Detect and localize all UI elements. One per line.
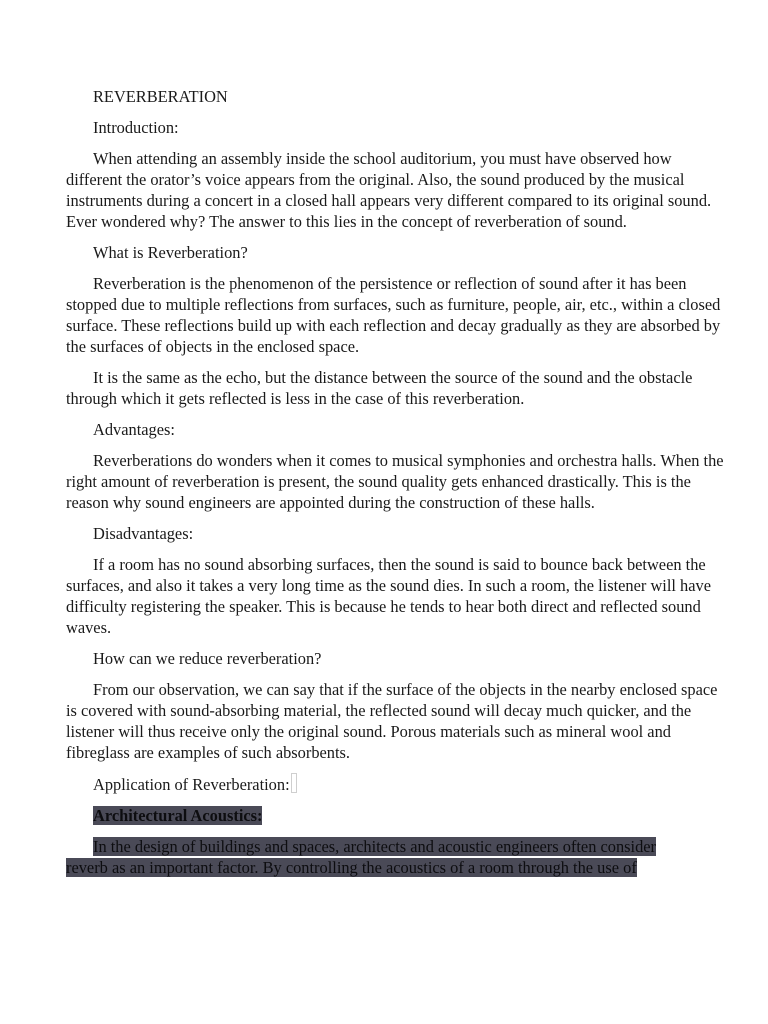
text-cursor-icon (291, 773, 297, 793)
intro-heading: Introduction: (93, 118, 179, 137)
disadvantages-paragraph: If a room has no sound absorbing surfaces, then the sound is said to bounce back between the surfaces, and also it takes a very long time as the sound dies. In such a room, the listener will have difficulty registering the speaker. This is because he tends to hear both direct and reflected sound waves. (66, 555, 711, 637)
reduce-heading: How can we reduce reverberation? (93, 649, 322, 668)
architectural-paragraph[interactable] (66, 836, 726, 878)
disadvantages-heading: Disadvantages: (93, 524, 194, 543)
architectural-heading[interactable] (66, 805, 726, 826)
document-title: REVERBERATION (93, 87, 228, 106)
application-heading (66, 773, 726, 795)
what-heading: What is Reverberation? (93, 243, 248, 262)
application-heading-text: Application of Reverberation: (93, 775, 290, 794)
what-paragraph-1: Reverberation is the phenomenon of the persistence or reflection of sound after it has been stopped due to multiple reflections from surfaces, such as furniture, people, air, etc., within a closed surface. These reflections build up with each reflection and decay gradually as they are absorbed by the surfaces of objects in the enclosed space. (66, 274, 721, 356)
what-paragraph-2: It is the same as the echo, but the distance between the source of the sound and the obstacle through which it gets reflected is less in the case of this reverberation. (66, 368, 693, 408)
architectural-line-1[interactable]: In the design of buildings and spaces, architects and acoustic engineers often consider (93, 837, 657, 856)
intro-paragraph: When attending an assembly inside the school auditorium, you must have observed how different the orator’s voice appears from the original. Also, the sound produced by the musical instruments during a concert in a closed hall appears very different compared to its original sound. Ever wondered why? The answer to this lies in the concept of reverberation of sound. (66, 149, 712, 231)
architectural-heading-text[interactable]: Architectural Acoustics: (93, 806, 263, 825)
document-body[interactable] (66, 86, 726, 888)
advantages-paragraph: Reverberations do wonders when it comes to musical symphonies and orchestra halls. When the right amount of reverberation is present, the sound quality gets enhanced drastically. This is the reason why sound engineers are appointed during the construction of these halls. (66, 451, 724, 512)
architectural-line-2[interactable]: reverb as an important factor. By controlling the acoustics of a room through the use of (66, 858, 637, 877)
reduce-paragraph: From our observation, we can say that if the surface of the objects in the nearby enclosed space is covered with sound-absorbing material, the reflected sound will decay much quicker, and the listener will thus receive only the original sound. Porous materials such as mineral wool and fibreglass are examples of such absorbents. (66, 680, 718, 762)
advantages-heading: Advantages: (93, 420, 175, 439)
